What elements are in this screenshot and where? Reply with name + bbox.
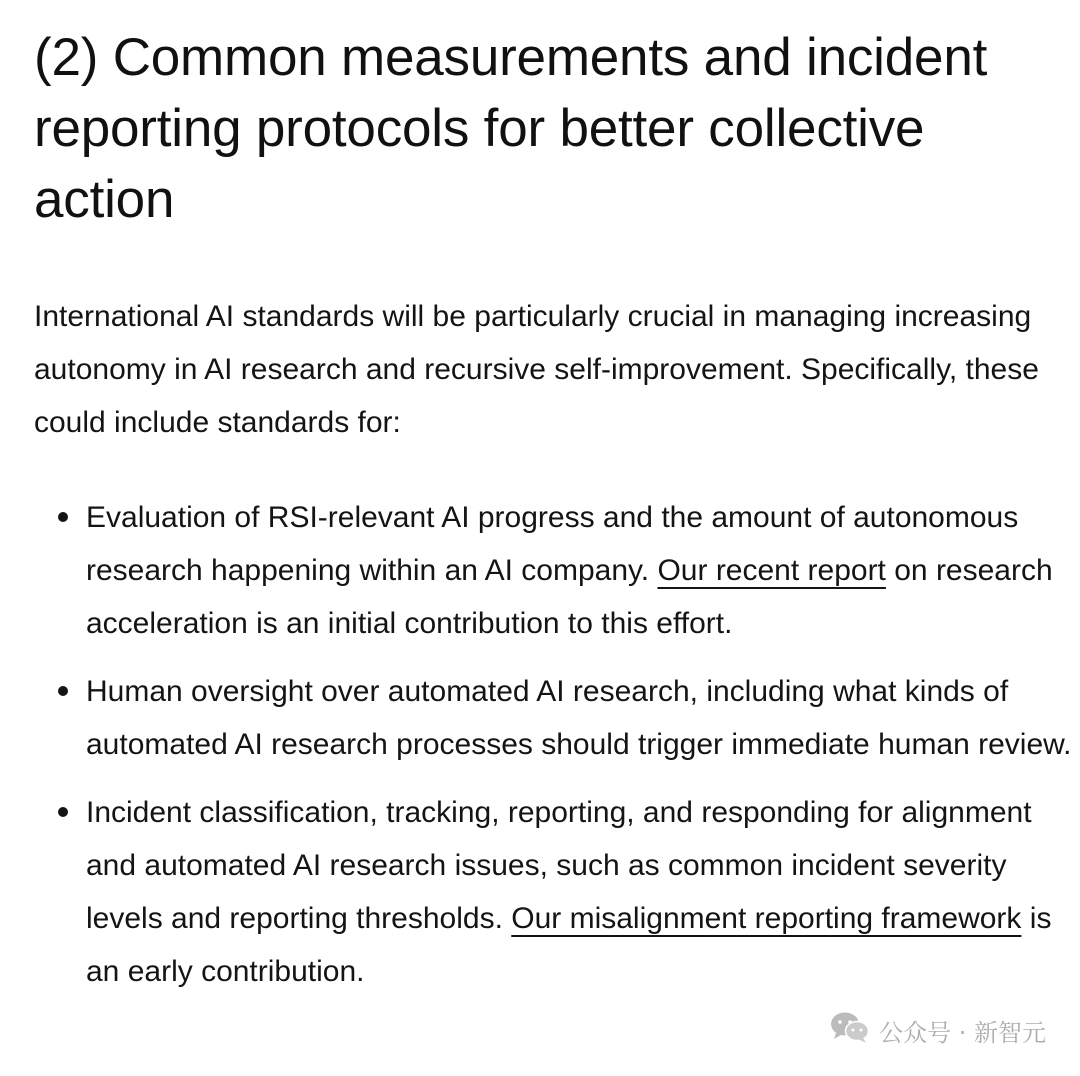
standards-list (34, 491, 1074, 998)
list-item-text: Evaluation of RSI-relevant AI progress and the amount of autonomous research happening within an AI company. (86, 501, 1019, 587)
wechat-icon (829, 1010, 871, 1050)
misalignment-framework-link[interactable]: Our misalignment reporting framework (511, 902, 1022, 935)
recent-report-link[interactable]: Our recent report (657, 554, 886, 587)
watermark-text: 公众号 · 新智元 (879, 1018, 1046, 1047)
list-item-text: on research acceleration is an initial contribution to this effort. (86, 554, 1053, 640)
watermark (829, 1010, 1046, 1050)
bullet-icon (58, 512, 68, 522)
article-section (34, 22, 1074, 1013)
bullet-icon (58, 686, 68, 696)
bullet-icon (58, 807, 68, 817)
list-item-text: Incident classification, tracking, reporting, and responding for alignment and automated AI research issues, such as common incident severity levels and reporting thresholds. (86, 796, 1032, 935)
list-item (34, 786, 1074, 998)
list-item-text: Human oversight over automated AI research, including what kinds of automated AI research processes should trigger immediate human review. (86, 675, 1072, 761)
intro-paragraph: International AI standards will be particularly crucial in managing increasing autonomy in AI research and recursive self-improvement. Specifically, these could include standards for: (34, 300, 1039, 439)
list-item (34, 491, 1074, 650)
list-item-text: is an early contribution. (86, 902, 1052, 988)
list-item (34, 665, 1074, 771)
section-heading: (2) Common measurements and incident reporting protocols for better collective action (34, 28, 988, 229)
